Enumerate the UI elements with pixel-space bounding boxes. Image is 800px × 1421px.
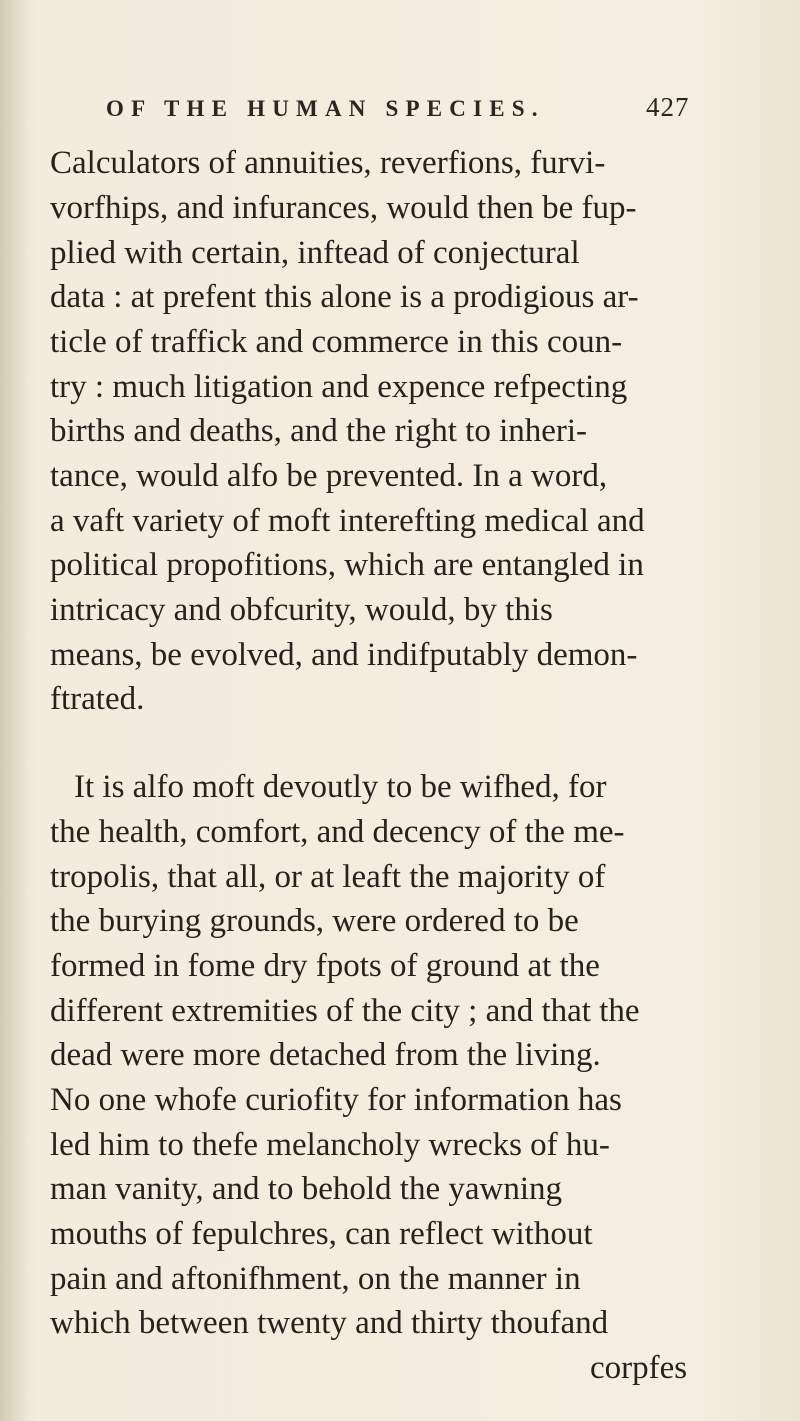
- text-line: vorfhips, and infurances, would then be fup-: [50, 190, 637, 226]
- paragraph-first-line: It is alfo moft devoutly to be wifhed, for: [74, 769, 607, 805]
- text-line: No one whofe curiofity for information has: [50, 1082, 622, 1118]
- running-head: [106, 86, 706, 126]
- text-line: political propofitions, which are entangled in: [50, 547, 644, 583]
- text-line: Calculators of annuities, reverfions, furvi-: [50, 145, 606, 181]
- catchword: corpfes: [590, 1350, 688, 1386]
- page-gutter-shadow: [0, 0, 28, 1421]
- text-line: intricacy and obfcurity, would, by this: [50, 592, 553, 628]
- text-line: pain and aftonifhment, on the manner in: [50, 1261, 581, 1297]
- text-line: births and deaths, and the right to inheri-: [50, 413, 588, 449]
- text-line: ftrated.: [50, 681, 145, 717]
- text-line: means, be evolved, and indifputably demon-: [50, 637, 638, 673]
- text-line: man vanity, and to behold the yawning: [50, 1171, 562, 1207]
- text-line: a vaft variety of moft interefting medical and: [50, 503, 645, 539]
- running-head-title: OF THE HUMAN SPECIES.: [106, 96, 545, 121]
- text-line: data : at prefent this alone is a prodigious ar-: [50, 279, 639, 315]
- text-line: plied with certain, inftead of conjectural: [50, 235, 580, 271]
- text-line: tance, would alfo be prevented. In a word,: [50, 458, 608, 494]
- text-line: the health, comfort, and decency of the me-: [50, 814, 625, 850]
- page-number: 427: [646, 92, 690, 122]
- text-line: formed in fome dry fpots of ground at the: [50, 948, 600, 984]
- text-line: dead were more detached from the living.: [50, 1037, 601, 1073]
- text-line: tropolis, that all, or at leaft the majority of: [50, 859, 606, 895]
- text-line: ticle of traffick and commerce in this coun-: [50, 324, 623, 360]
- text-line: different extremities of the city ; and that the: [50, 993, 640, 1029]
- text-line: try : much litigation and expence refpecting: [50, 369, 628, 405]
- text-line: which between twenty and thirty thoufand: [50, 1305, 609, 1341]
- text-line: the burying grounds, were ordered to be: [50, 903, 579, 939]
- text-line: mouths of fepulchres, can reflect without: [50, 1216, 593, 1252]
- text-line: led him to thefe melancholy wrecks of hu-: [50, 1127, 610, 1163]
